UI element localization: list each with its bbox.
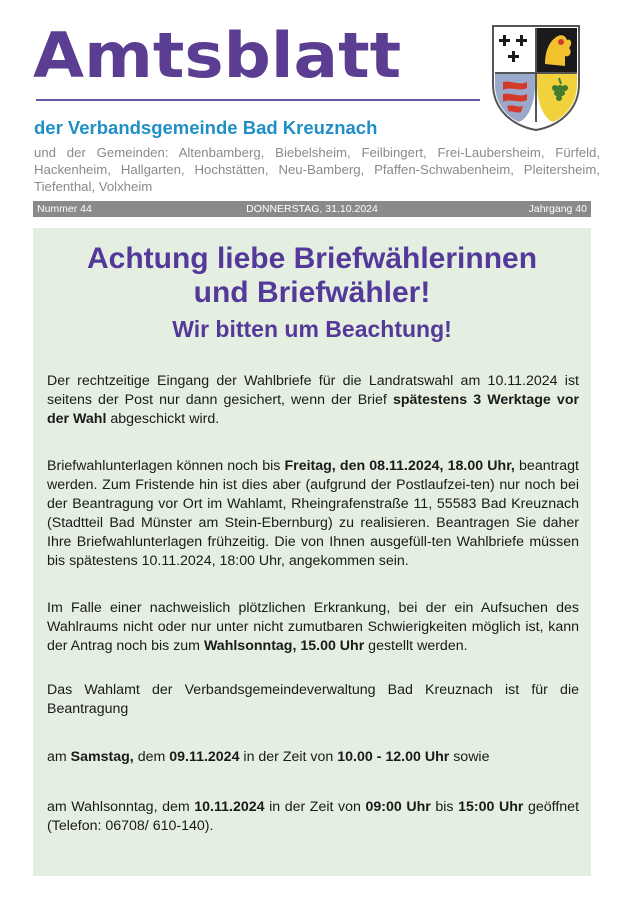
newspaper-title: Amtsblatt: [33, 18, 402, 93]
notice-headline: [33, 242, 591, 344]
issue-number: Nummer 44: [37, 203, 92, 215]
paragraph-saturday-hours: am Samstag, dem 09.11.2024 in der Zeit von 10.00 - 12.00 Uhr sowie: [47, 749, 490, 765]
paragraph-application: Briefwahlunterlagen können noch bis Freitag, den 08.11.2024, 18.00 Uhr, beantragt werden. Zum Fristende hin ist dies aber (aufgrund der Postlaufzei-ten) nur noch bei der Beantragung vor Ort im Wahlamt, Rheingrafenstraße 11, 55583 Bad Kreuznach (Stadtteil Bad Münster am Stein-Ebernburg) zu realisieren. Beantragen Sie daher Ihre Briefwahlunterlagen frühzeitig. Die von Ihnen ausgefüll-ten Wahlbriefe müssen bis spätestens 10.11.2024, 18:00 Uhr, angekommen sein.: [47, 458, 579, 569]
paragraph-deadline: Der rechtzeitige Eingang der Wahlbriefe für die Landratswahl am 10.11.2024 ist seitens der Post nur dann gesichert, wenn der Brief spätestens 3 Werktage vor der Wahl abgeschickt wird.: [47, 373, 580, 427]
volume-number: Jahrgang 40: [528, 203, 587, 215]
issue-info-bar: [33, 201, 591, 217]
headline-line-2: und Briefwähler!: [193, 276, 431, 309]
election-notice-box: [33, 228, 591, 876]
headline-line-1: Achtung liebe Briefwählerinnen: [86, 242, 538, 275]
title-rule: [36, 99, 480, 101]
masthead: [0, 0, 625, 200]
coat-of-arms-icon: [489, 22, 583, 132]
paragraph-sunday-hours: am Wahlsonntag, dem 10.11.2024 in der Zeit von 09:00 Uhr bis 15:00 Uhr geöffnet (Telefon: 06708/ 610-140).: [47, 799, 580, 834]
notice-subheadline: Wir bitten um Beachtung!: [172, 316, 452, 342]
paragraph-office: Das Wahlamt der Verbandsgemeindeverwaltung Bad Kreuznach ist für die Beantragung: [47, 682, 579, 717]
issue-date: DONNERSTAG, 31.10.2024: [246, 203, 378, 215]
newspaper-subtitle: der Verbandsgemeinde Bad Kreuznach: [34, 117, 378, 138]
paragraph-illness: Im Falle einer nachweislich plötzlichen Erkrankung, bei der ein Aufsuchen des Wahlraums nicht oder nur unter nicht zumutbaren Schwierigkeiten möglich ist, kann der Antrag noch bis zum Wahlsonntag, 15.00 Uhr gestellt werden.: [47, 600, 579, 654]
municipalities-list: und der Gemeinden: Altenbamberg, Biebelsheim, Feilbingert, Frei-Laubersheim, Fürfeld, Hackenheim, Hallgarten, Hochstätten, Neu-Bamberg, Pfaffen-Schwabenheim, Pleitersheim, Tiefenthal, Volxheim: [34, 145, 600, 194]
